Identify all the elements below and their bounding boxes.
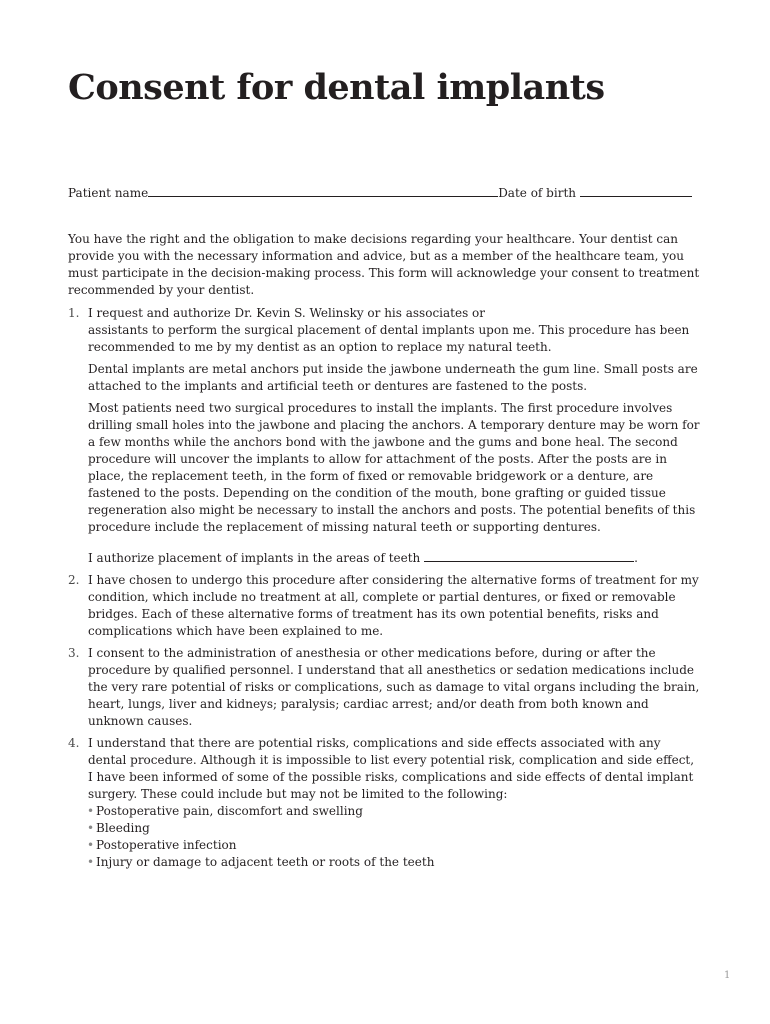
risk-bullet-list bbox=[88, 803, 702, 871]
list-item-1 bbox=[68, 305, 702, 567]
bullet-text: Injury or damage to adjacent teeth or roots of the teeth bbox=[96, 855, 435, 869]
page-number: 1 bbox=[724, 970, 731, 981]
item-3-text: I consent to the administration of anesthesia or other medications before, during or after the procedure by qualified personnel. I understand that all anesthetics or sedation medications include the very rare potential of risks or complications, such as damage to vital organs including the brain, heart, lungs, liver and kidneys; paralysis; cardiac arrest; and/or death from both known and unknown causes. bbox=[88, 646, 700, 728]
dob-label: Date of birth bbox=[498, 186, 576, 200]
bullet-icon: • bbox=[87, 855, 95, 869]
consent-list bbox=[68, 305, 702, 876]
item-1-paragraph-1 bbox=[88, 305, 702, 356]
item-1-line-2: assistants to perform the surgical placement of dental implants upon me. This procedure has been recommended to me by my dentist as an option to replace my natural teeth. bbox=[88, 323, 690, 354]
item-4-text: I understand that there are potential risks, complications and side effects associated with any dental procedure. Although it is impossible to list every potential risk, complication and side effect, I have been informed of some of the possible risks, complications and side effects of dental implant surgery. These could include but may not be limited to the following: bbox=[88, 736, 695, 801]
item-1-paragraph-3: Most patients need two surgical procedures to install the implants. The first procedure involves drilling small holes into the jawbone and placing the anchors. A temporary denture may be worn for a few months while the anchors bond with the jawbone and the gums and bone heal. The second procedure will uncover the implants to allow for attachment of the posts. After the posts are in place, the replacement teeth, in the form of fixed or removable bridgework or a denture, are fastened to the posts. Depending on the condition of the mouth, bone grafting or guided tissue regeneration also might be necessary to install the anchors and posts. The potential benefits of this procedure include the replacement of missing natural teeth or supporting dentures. bbox=[88, 401, 700, 534]
bullet-icon: • bbox=[87, 804, 95, 818]
bullet-icon: • bbox=[87, 821, 95, 835]
teeth-area-label: I authorize placement of implants in the areas of teeth bbox=[88, 551, 421, 565]
bullet-icon: • bbox=[87, 838, 95, 852]
list-item-4 bbox=[68, 735, 702, 871]
teeth-area-line[interactable] bbox=[424, 550, 634, 562]
list-item-3 bbox=[68, 645, 702, 730]
list-item bbox=[88, 803, 702, 820]
period: . bbox=[634, 551, 638, 565]
bullet-text: Postoperative pain, discomfort and swelling bbox=[96, 804, 363, 818]
patient-name-line[interactable] bbox=[148, 185, 498, 197]
page-title: Consent for dental implants bbox=[68, 67, 605, 108]
dob-line[interactable] bbox=[580, 185, 692, 197]
item-number: 1. bbox=[68, 306, 80, 320]
item-number: 2. bbox=[68, 573, 80, 587]
bullet-text: Bleeding bbox=[96, 821, 150, 835]
item-2-text: I have chosen to undergo this procedure after considering the alternative forms of treatment for my condition, which include no treatment at all, complete or partial dentures, or fixed or removable bridges. Each of these alternative forms of treatment has its own potential benefits, risks and complications which have been explained to me. bbox=[88, 573, 699, 638]
item-number: 4. bbox=[68, 736, 80, 750]
list-item bbox=[88, 820, 702, 837]
list-item bbox=[88, 854, 702, 871]
list-item-2 bbox=[68, 572, 702, 640]
item-1-paragraph-4 bbox=[88, 550, 702, 567]
patient-name-label: Patient name bbox=[68, 186, 149, 200]
item-1-line-1: I request and authorize Dr. Kevin S. Welinsky or his associates or bbox=[88, 306, 486, 320]
intro-paragraph: You have the right and the obligation to make decisions regarding your healthcare. Your dentist can provide you with the necessary information and advice, but as a member of the healthcare team, you must participate in the decision-making process. This form will acknowledge your consent to treatment recommended by your dentist. bbox=[68, 232, 700, 297]
item-1-paragraph-2: Dental implants are metal anchors put inside the jawbone underneath the gum line. Small posts are attached to the implants and artificial teeth or dentures are fastened to the posts. bbox=[88, 362, 698, 393]
patient-info-fields bbox=[68, 185, 708, 201]
item-number: 3. bbox=[68, 646, 80, 660]
list-item bbox=[88, 837, 702, 854]
bullet-text: Postoperative infection bbox=[96, 838, 237, 852]
